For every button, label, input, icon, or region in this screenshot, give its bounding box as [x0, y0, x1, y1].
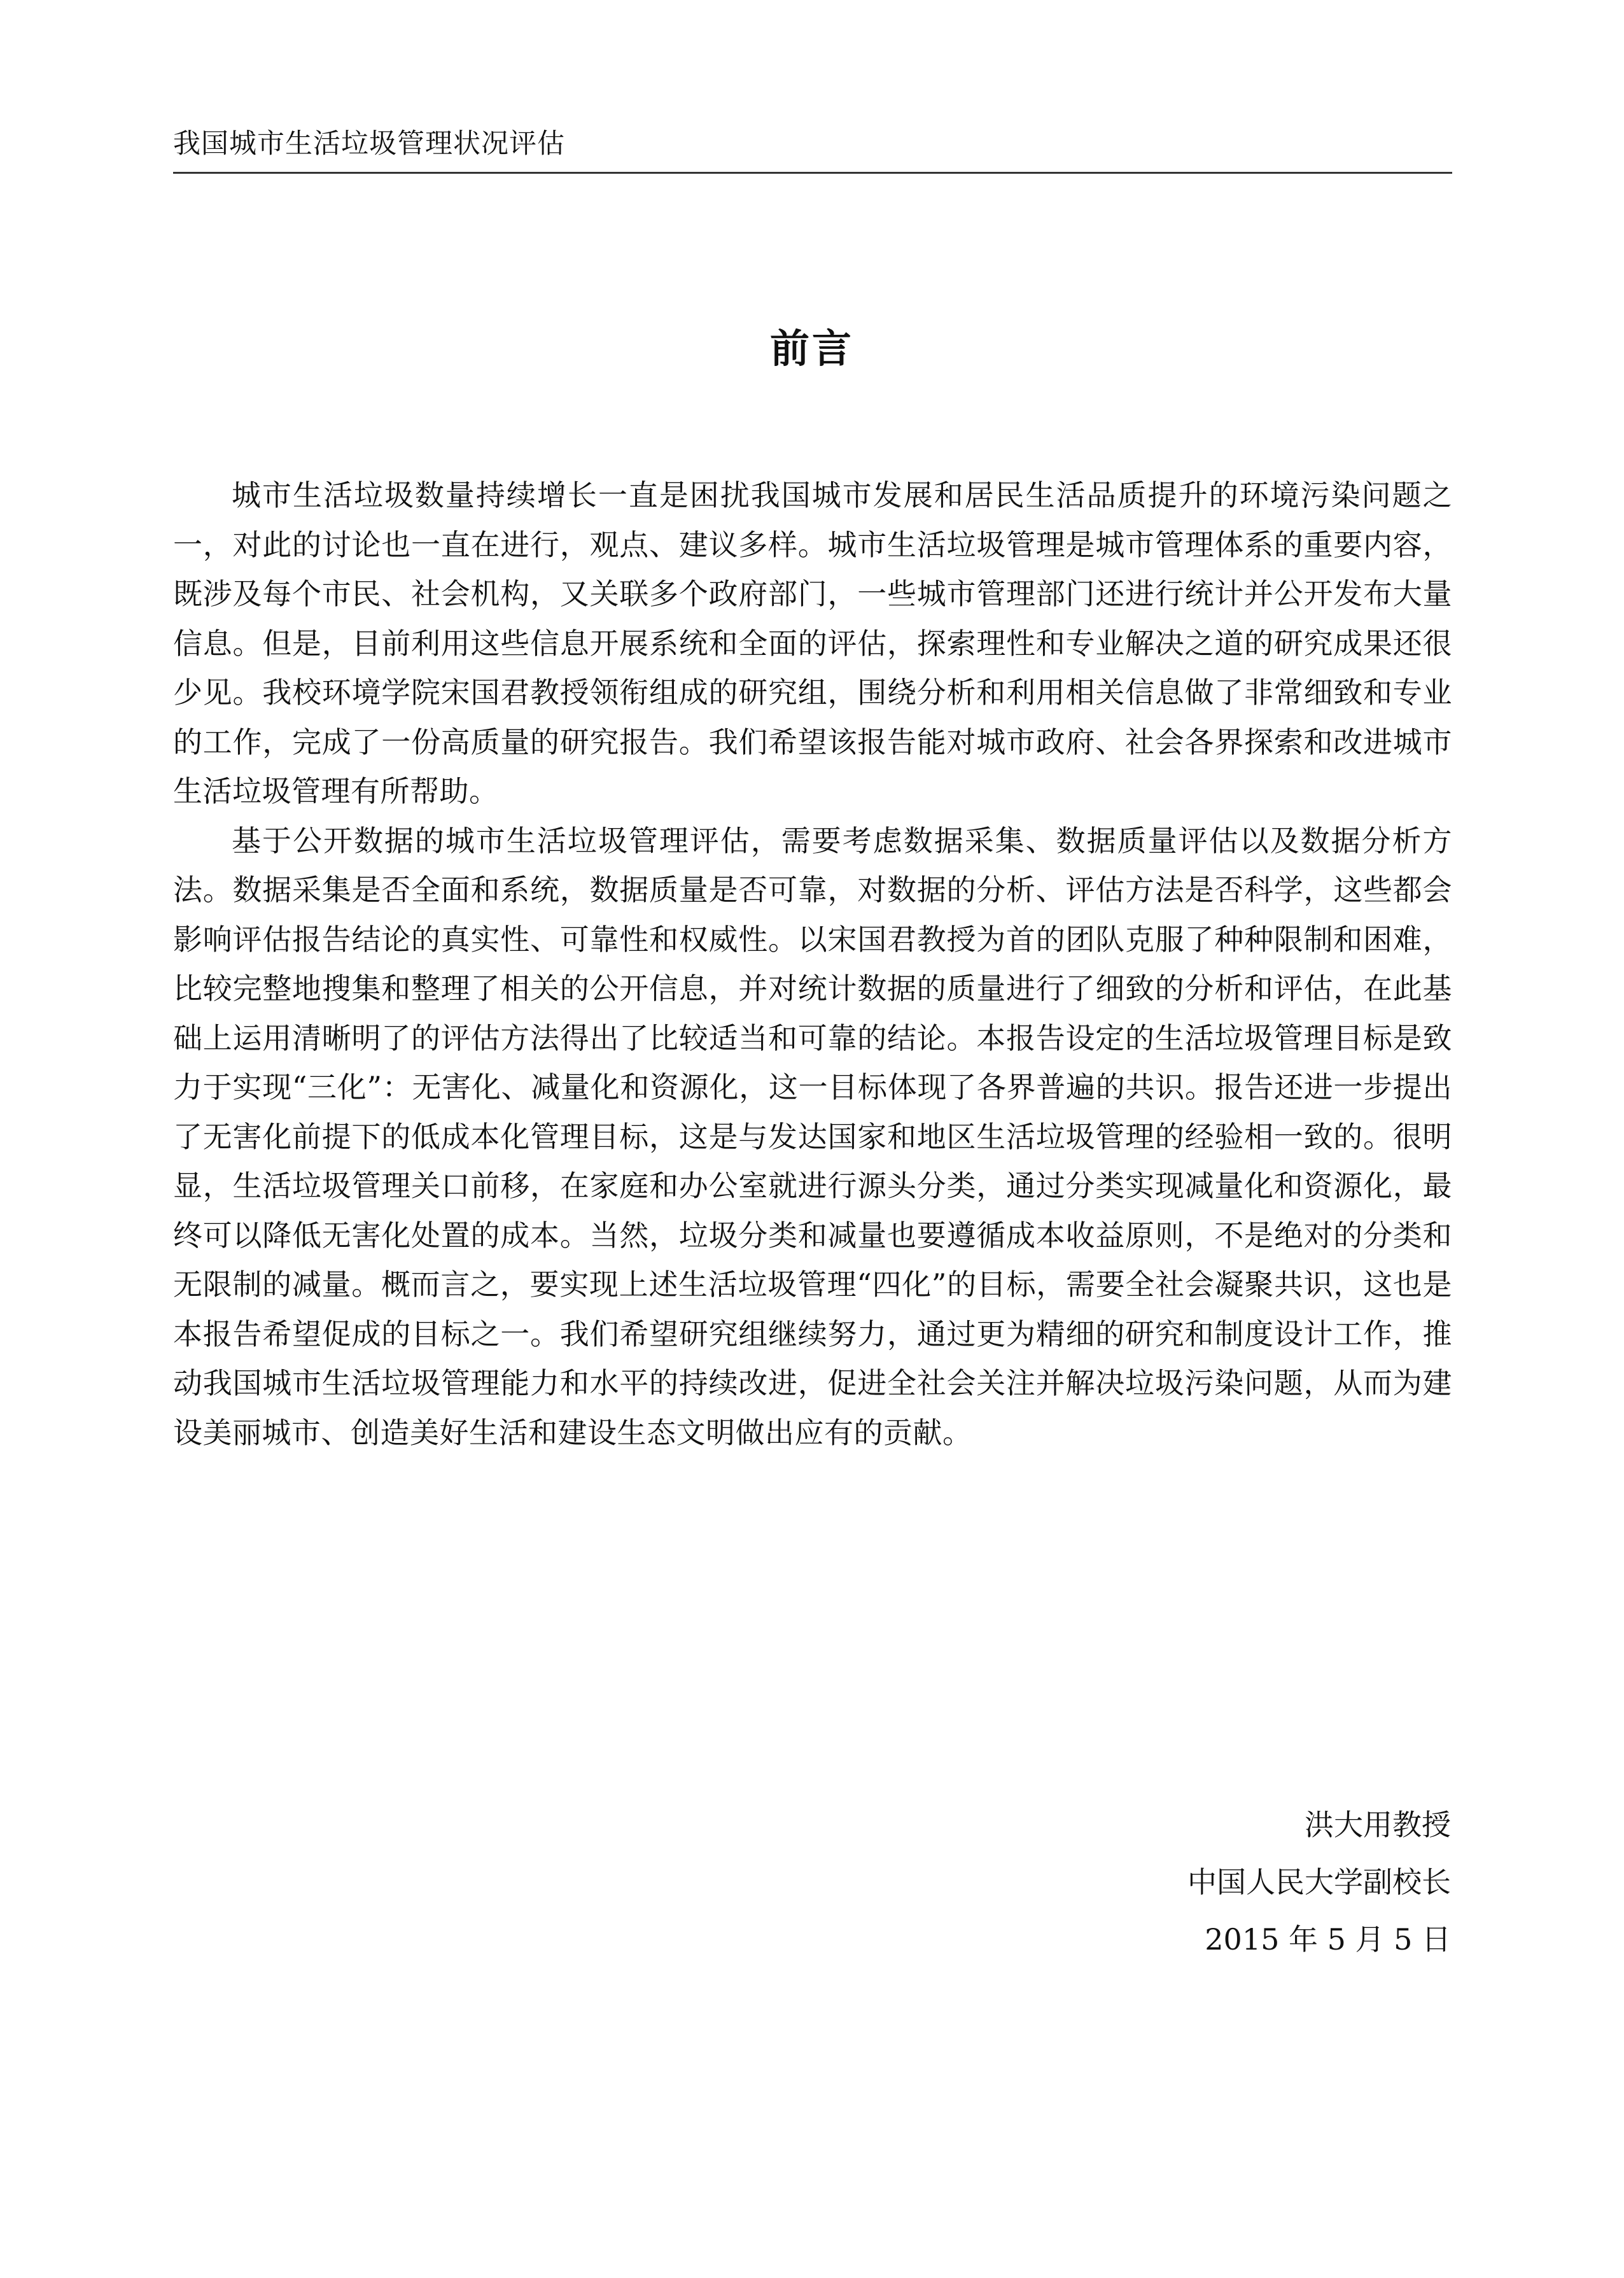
signature-date: 2015 年 5 月 5 日 [1205, 1922, 1451, 1957]
page-title: 前言 [769, 325, 854, 372]
signature-name: 洪大用教授 [1305, 1808, 1451, 1842]
paragraph-1: 城市生活垃圾数量持续增长一直是困扰我国城市发展和居民生活品质提升的环境污染问题之一，对此的讨论也一直在进行，观点、建议多样。城市生活垃圾管理是城市管理体系的重要内容，既涉及每个市民、社会机构，又关联多个政府部门，一些城市管理部门还进行统计并公开发布大量信息。但是，目前利用这些信息开展系统和全面的评估，探索理性和专业解决之道的研究成果还很少见。我校环境学院宋国君教授领衔组成的研究组，围绕分析和利用相关信息做了非常细致和专业的工作，完成了一份高质量的研究报告。我们希望该报告能对城市政府、社会各界探索和改进城市生活垃圾管理有所帮助。 [173, 478, 1452, 808]
preface-body [173, 471, 1452, 1458]
paragraph-2: 基于公开数据的城市生活垃圾管理评估，需要考虑数据采集、数据质量评估以及数据分析方法。数据采集是否全面和系统，数据质量是否可靠，对数据的分析、评估方法是否科学，这些都会影响评估报告结论的真实性、可靠性和权威性。以宋国君教授为首的团队克服了种种限制和困难，比较完整地搜集和整理了相关的公开信息，并对统计数据的质量进行了细致的分析和评估，在此基础上运用清晰明了的评估方法得出了比较适当和可靠的结论。本报告设定的生活垃圾管理目标是致力于实现“三化”：无害化、减量化和资源化，这一目标体现了各界普遍的共识。报告还进一步提出了无害化前提下的低成本化管理目标，这是与发达国家和地区生活垃圾管理的经验相一致的。很明显，生活垃圾管理关口前移，在家庭和办公室就进行源头分类，通过分类实现减量化和资源化，最终可以降低无害化处置的成本。当然，垃圾分类和减量也要遵循成本收益原则，不是绝对的分类和无限制的减量。概而言之，要实现上述生活垃圾管理“四化”的目标，需要全社会凝聚共识，这也是本报告希望促成的目标之一。我们希望研究组继续努力，通过更为精细的研究和制度设计工作，推动我国城市生活垃圾管理能力和水平的持续改进，促进全社会关注并解决垃圾污染问题，从而为建设美丽城市、创造美好生活和建设生态文明做出应有的贡献。 [173, 823, 1452, 1450]
signature-position: 中国人民大学副校长 [1187, 1865, 1451, 1899]
running-header: 我国城市生活垃圾管理状况评估 [173, 128, 565, 160]
header-divider [173, 172, 1452, 174]
signature-block [1187, 1796, 1451, 1968]
